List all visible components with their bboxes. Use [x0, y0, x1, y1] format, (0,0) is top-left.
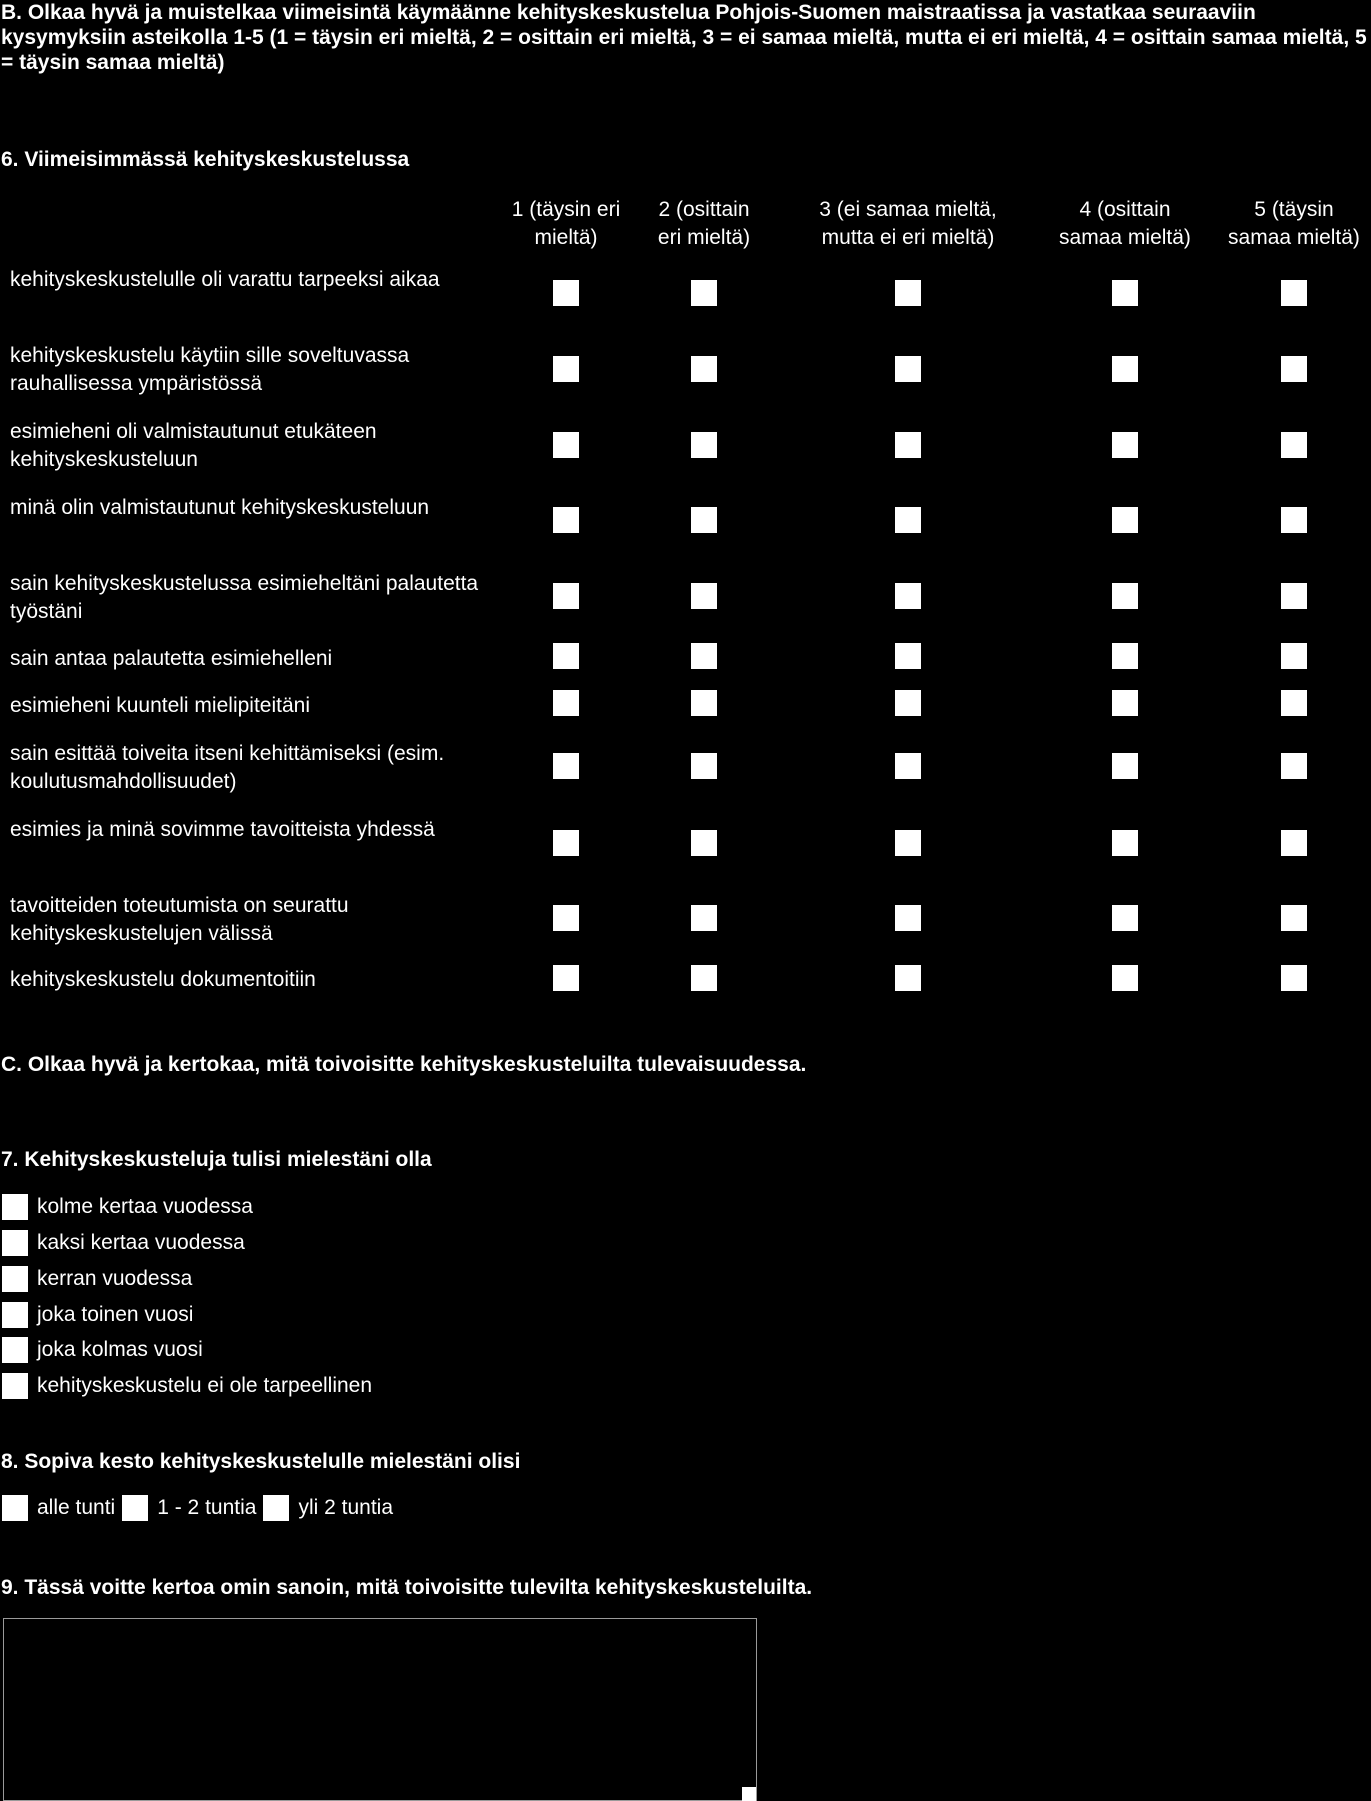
frequency-option[interactable] — [2, 1301, 193, 1329]
likert-checkbox-row2-col1[interactable] — [553, 356, 579, 382]
likert-checkbox-row4-col1[interactable] — [553, 507, 579, 533]
duration-checkbox-2[interactable] — [122, 1495, 148, 1521]
likert-row-label: sain antaa palautetta esimiehelleni — [10, 647, 333, 670]
likert-checkbox-row9-col5[interactable] — [1281, 830, 1307, 856]
likert-checkbox-row11-col1[interactable] — [553, 965, 579, 991]
likert-checkbox-row10-col2[interactable] — [691, 905, 717, 931]
likert-row-label: esimieheni oli valmistautunut etukäteen kehityskeskusteluun — [10, 420, 377, 471]
likert-checkbox-row11-col3[interactable] — [895, 965, 921, 991]
column-header-4: 4 (osittain samaa mieltä) — [1059, 198, 1191, 249]
column-header-1: 1 (täysin eri mieltä) — [511, 198, 621, 249]
question-6-title: 6. Viimeisimmässä kehityskeskustelussa — [1, 148, 410, 171]
duration-checkbox-1[interactable] — [2, 1495, 28, 1521]
frequency-checkbox-1[interactable] — [2, 1194, 28, 1220]
likert-row-label: sain esittää toiveita itseni kehittämiseksi (esim. koulutusmahdollisuudet) — [10, 742, 445, 793]
frequency-option-label: kolme kertaa vuodessa — [37, 1195, 253, 1218]
likert-checkbox-row7-col1[interactable] — [553, 690, 579, 716]
likert-checkbox-row7-col3[interactable] — [895, 690, 921, 716]
likert-checkbox-row1-col4[interactable] — [1112, 280, 1138, 306]
section-b-heading: B. Olkaa hyvä ja muistelkaa viimeisintä käymäänne kehityskeskustelua Pohjois-Suomen maistraatissa ja vastatkaa seuraaviin kysymyksiin asteikolla 1-5 (1 = täysin eri mieltä, 2 = osittain eri mieltä, 3 = ei samaa mieltä, mutta ei eri mieltä, 4 = osittain samaa mieltä, 5 = täysin samaa mieltä) — [1, 1, 1367, 74]
likert-checkbox-row2-col3[interactable] — [895, 356, 921, 382]
frequency-option-label: kaksi kertaa vuodessa — [37, 1231, 245, 1254]
likert-checkbox-row10-col5[interactable] — [1281, 905, 1307, 931]
frequency-option-label: joka toinen vuosi — [37, 1303, 194, 1326]
likert-checkbox-row5-col3[interactable] — [895, 583, 921, 609]
frequency-checkbox-6[interactable] — [2, 1373, 28, 1399]
likert-checkbox-row6-col2[interactable] — [691, 643, 717, 669]
likert-checkbox-row1-col3[interactable] — [895, 280, 921, 306]
likert-row-label: kehityskeskustelulle oli varattu tarpeeksi aikaa — [10, 268, 440, 291]
likert-checkbox-row7-col2[interactable] — [691, 690, 717, 716]
likert-checkbox-row7-col5[interactable] — [1281, 690, 1307, 716]
likert-checkbox-row4-col2[interactable] — [691, 507, 717, 533]
likert-checkbox-row11-col5[interactable] — [1281, 965, 1307, 991]
likert-checkbox-row7-col4[interactable] — [1112, 690, 1138, 716]
likert-checkbox-row3-col3[interactable] — [895, 432, 921, 458]
likert-checkbox-row9-col3[interactable] — [895, 830, 921, 856]
likert-checkbox-row8-col1[interactable] — [553, 753, 579, 779]
likert-checkbox-row5-col5[interactable] — [1281, 583, 1307, 609]
likert-checkbox-row11-col2[interactable] — [691, 965, 717, 991]
frequency-option[interactable] — [2, 1372, 372, 1400]
frequency-option[interactable] — [2, 1229, 245, 1257]
likert-checkbox-row10-col3[interactable] — [895, 905, 921, 931]
likert-checkbox-row6-col3[interactable] — [895, 643, 921, 669]
question-8-title: 8. Sopiva kesto kehityskeskustelulle mielestäni olisi — [1, 1450, 521, 1473]
likert-checkbox-row3-col4[interactable] — [1112, 432, 1138, 458]
likert-checkbox-row6-col1[interactable] — [553, 643, 579, 669]
likert-checkbox-row1-col5[interactable] — [1281, 280, 1307, 306]
likert-checkbox-row5-col2[interactable] — [691, 583, 717, 609]
likert-checkbox-row8-col3[interactable] — [895, 753, 921, 779]
frequency-checkbox-3[interactable] — [2, 1266, 28, 1292]
frequency-checkbox-5[interactable] — [2, 1337, 28, 1363]
likert-checkbox-row9-col1[interactable] — [553, 830, 579, 856]
duration-option-label: alle tunti — [37, 1496, 116, 1519]
likert-row-label: tavoitteiden toteutumista on seurattu kehityskeskustelujen välissä — [10, 894, 349, 945]
likert-checkbox-row2-col5[interactable] — [1281, 356, 1307, 382]
likert-checkbox-row1-col1[interactable] — [553, 280, 579, 306]
question-7-title: 7. Kehityskeskusteluja tulisi mielestäni olla — [1, 1148, 432, 1171]
frequency-option[interactable] — [2, 1193, 253, 1221]
frequency-option-label: kerran vuodessa — [37, 1267, 193, 1290]
frequency-checkbox-2[interactable] — [2, 1230, 28, 1256]
likert-checkbox-row9-col4[interactable] — [1112, 830, 1138, 856]
likert-checkbox-row10-col1[interactable] — [553, 905, 579, 931]
duration-options — [2, 1494, 400, 1522]
likert-checkbox-row1-col2[interactable] — [691, 280, 717, 306]
column-header-3: 3 (ei samaa mieltä, mutta ei eri mieltä) — [819, 198, 997, 249]
likert-row-label: esimieheni kuunteli mielipiteitäni — [10, 694, 310, 717]
duration-checkbox-3[interactable] — [263, 1495, 289, 1521]
frequency-option-label: joka kolmas vuosi — [37, 1338, 203, 1361]
likert-checkbox-row3-col5[interactable] — [1281, 432, 1307, 458]
likert-checkbox-row6-col5[interactable] — [1281, 643, 1307, 669]
likert-checkbox-row5-col4[interactable] — [1112, 583, 1138, 609]
likert-row-label: kehityskeskustelu dokumentoitiin — [10, 968, 316, 991]
question-9-title: 9. Tässä voitte kertoa omin sanoin, mitä toivoisitte tulevilta kehityskeskusteluilta. — [1, 1576, 813, 1599]
duration-option-label: yli 2 tuntia — [298, 1496, 394, 1519]
likert-checkbox-row2-col4[interactable] — [1112, 356, 1138, 382]
frequency-option[interactable] — [2, 1265, 192, 1293]
free-text-comment-box[interactable] — [3, 1618, 757, 1801]
likert-checkbox-row5-col1[interactable] — [553, 583, 579, 609]
likert-checkbox-row3-col1[interactable] — [553, 432, 579, 458]
likert-checkbox-row10-col4[interactable] — [1112, 905, 1138, 931]
likert-checkbox-row8-col4[interactable] — [1112, 753, 1138, 779]
likert-checkbox-row11-col4[interactable] — [1112, 965, 1138, 991]
likert-checkbox-row4-col3[interactable] — [895, 507, 921, 533]
resize-grip-icon[interactable] — [742, 1787, 756, 1801]
likert-checkbox-row8-col2[interactable] — [691, 753, 717, 779]
likert-checkbox-row4-col4[interactable] — [1112, 507, 1138, 533]
section-c-heading: C. Olkaa hyvä ja kertokaa, mitä toivoisitte kehityskeskusteluilta tulevaisuudessa. — [1, 1053, 807, 1076]
likert-row-label: kehityskeskustelu käytiin sille soveltuvassa rauhallisessa ympäristössä — [10, 344, 410, 395]
frequency-checkbox-4[interactable] — [2, 1302, 28, 1328]
likert-checkbox-row8-col5[interactable] — [1281, 753, 1307, 779]
frequency-option-label: kehityskeskustelu ei ole tarpeellinen — [37, 1374, 373, 1397]
column-header-2: 2 (osittain eri mieltä) — [657, 198, 751, 249]
likert-checkbox-row3-col2[interactable] — [691, 432, 717, 458]
likert-row-label: sain kehityskeskustelussa esimieheltäni palautetta työstäni — [10, 572, 479, 623]
likert-checkbox-row9-col2[interactable] — [691, 830, 717, 856]
likert-checkbox-row6-col4[interactable] — [1112, 643, 1138, 669]
likert-checkbox-row4-col5[interactable] — [1281, 507, 1307, 533]
column-header-5: 5 (täysin samaa mieltä) — [1228, 198, 1360, 249]
duration-option-label: 1 - 2 tuntia — [157, 1496, 257, 1519]
likert-row-label: minä olin valmistautunut kehityskeskusteluun — [10, 496, 430, 519]
likert-checkbox-row2-col2[interactable] — [691, 356, 717, 382]
frequency-option[interactable] — [2, 1336, 203, 1364]
likert-row-label: esimies ja minä sovimme tavoitteista yhdessä — [10, 818, 435, 841]
